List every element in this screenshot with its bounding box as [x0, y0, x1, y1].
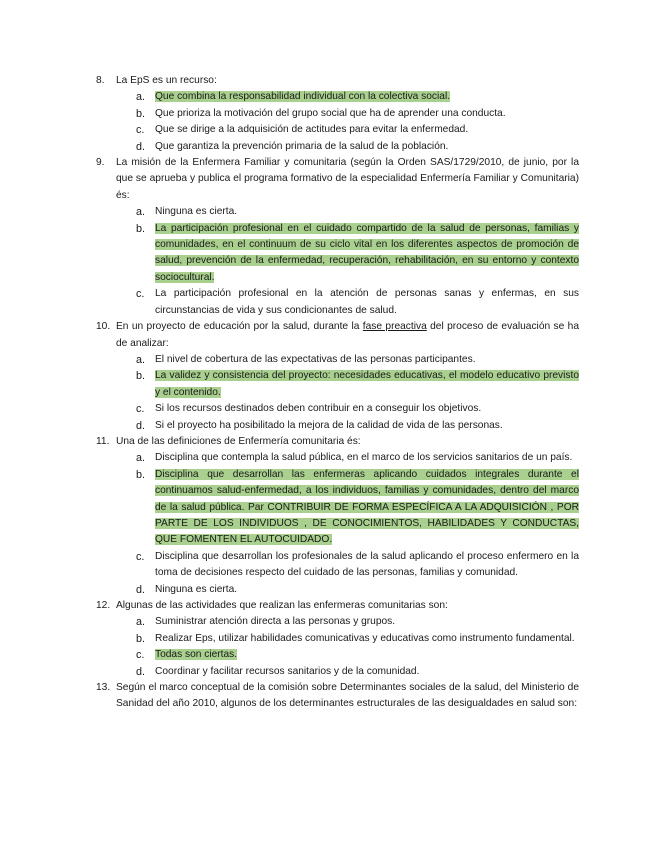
option-letter: b. [136, 468, 146, 481]
question-8 [96, 73, 579, 155]
option-text: La participación profesional en la atención de personas sanas y enfermas, en sus circunstancias de vida y sus condicionantes de salud. [155, 288, 579, 316]
answer-options [116, 450, 579, 598]
option-letter: b. [136, 107, 146, 120]
option-text: Que garantiza la prevención primaria de la salud de la población. [155, 140, 449, 152]
option-text: Ninguna es cierta. [155, 206, 238, 218]
question-text: La misión de la Enfermera Familiar y comunitaria (según la Orden SAS/1729/2010, de junio, por la que se aprueba y publica el programa formativo de la especialidad Enfermería Familiar y Comunitaria) és: [116, 157, 579, 201]
question-text: Algunas de las actividades que realizan las enfermeras comunitarias son: [116, 600, 448, 611]
answer-option [116, 122, 579, 138]
option-letter: b. [136, 370, 146, 383]
question-13 [96, 680, 579, 713]
answer-option [116, 286, 579, 319]
answer-option [116, 106, 579, 122]
option-letter: d. [136, 419, 146, 432]
question-number: 12. [96, 600, 111, 611]
option-letter: d. [136, 140, 146, 153]
answer-option [116, 664, 579, 680]
option-letter: c. [136, 288, 145, 301]
option-letter: a. [136, 91, 146, 104]
option-letter: b. [136, 632, 146, 645]
answer-options [116, 614, 579, 680]
highlighted-answer-text: La participación profesional en el cuidado compartido de la salud de personas, familias y comunidades, en el continuum de su ciclo vital en los diferentes aspectos de promoción de salud, prevención de la enfermedad, recuperación, rehabilitación, en su entorno y contexto sociocultural. [155, 222, 579, 283]
option-text: Disciplina que contempla la salud pública, en el marco de los servicios sanitarios de un país. [155, 452, 573, 464]
option-text: Que prioriza la motivación del grupo social que ha de aprender una conducta. [155, 107, 506, 119]
option-letter: a. [136, 353, 146, 366]
option-letter: a. [136, 206, 146, 219]
option-text: Disciplina que desarrollan los profesionales de la salud aplicando el proceso enfermero en la toma de decisiones respecto del cuidado de las personas, familias y comunidad. [155, 550, 579, 579]
question-text: La EpS es un recurso: [116, 75, 217, 86]
underlined-term: fase preactiva [362, 321, 427, 333]
question-text [116, 319, 579, 352]
question-9 [96, 155, 579, 319]
highlighted-answer-text: Disciplina que desarrollan las enfermeras aplicando cuidados integrales durante el continuamos salud-enfermedad, a los individuos, familias y comunidades, dentro del marco de la salud pública. Par CONTRIBUIR DE FORMA ESPECÍFICA A LA ADQUISICIÓN , POR PARTE DE LOS INDIVIDUOS , DE CONOCIMIENTOS, HABILIDADES Y CONDUCTAS, QUE FOMENTEN EL AUTOCUIDADO. [155, 468, 579, 546]
option-text: Que se dirige a la adquisición de actitudes para evitar la enfermedad. [155, 124, 469, 136]
option-text: Suministrar atención directa a las personas y grupos. [155, 616, 396, 628]
option-letter: d. [136, 665, 146, 678]
answer-options [116, 204, 579, 319]
option-text: Realizar Eps, utilizar habilidades comunicativas y educativas como instrumento fundamental. [155, 632, 575, 644]
answer-option [116, 204, 579, 220]
answer-option [116, 614, 579, 630]
answer-option [116, 467, 579, 549]
answer-option [116, 401, 579, 417]
option-letter: c. [136, 649, 145, 662]
answer-options [116, 89, 579, 155]
option-letter: c. [136, 403, 145, 416]
answer-option [116, 549, 579, 582]
highlighted-answer-text: La validez y consistencia del proyecto: necesidades educativas, el modelo educativo previsto y el contenido. [155, 370, 579, 398]
option-text: Si los recursos destinados deben contribuir en a conseguir los objetivos. [155, 403, 482, 415]
answer-option [116, 139, 579, 155]
question-text: Según el marco conceptual de la comisión sobre Determinantes sociales de la salud, del Ministerio de Sanidad del año 2010, algunos de los determinantes estructurales de las desigualdades en salud son: [116, 682, 579, 710]
option-letter: c. [136, 550, 145, 563]
option-letter: c. [136, 124, 145, 137]
highlighted-answer-text: Que combina la responsabilidad individual con la colectiva social. [155, 91, 451, 103]
question-list [96, 73, 579, 713]
answer-option [116, 631, 579, 647]
question-number: 9. [96, 157, 105, 169]
question-12 [96, 598, 579, 680]
option-text: Coordinar y facilitar recursos sanitarios y de la comunidad. [155, 665, 420, 677]
question-text-part: del proceso de evaluación se ha de analizar: [116, 321, 579, 349]
answer-option [116, 352, 579, 368]
question-11 [96, 434, 579, 598]
option-letter: a. [136, 452, 146, 465]
question-number: 8. [96, 75, 105, 86]
answer-option [116, 89, 579, 105]
question-text: Una de las definiciones de Enfermería comunitaria és: [116, 435, 361, 447]
question-10 [96, 319, 579, 434]
answer-option [116, 582, 579, 598]
option-letter: b. [136, 222, 146, 235]
answer-option [116, 221, 579, 287]
question-text-part: En un proyecto de educación por la salud, durante la [116, 321, 363, 333]
answer-option [116, 647, 579, 663]
option-text: Si el proyecto ha posibilitado la mejora de la calidad de vida de las personas. [155, 419, 503, 431]
answer-option [116, 450, 579, 466]
option-letter: d. [136, 583, 146, 596]
question-number: 11. [96, 435, 110, 447]
option-text: Ninguna es cierta. [155, 583, 238, 595]
option-text: El nivel de cobertura de las expectativas de las personas participantes. [155, 353, 476, 365]
answer-option [116, 418, 579, 434]
question-number: 10. [96, 321, 111, 333]
answer-options [116, 352, 579, 434]
answer-option [116, 368, 579, 401]
highlighted-answer-text: Todas son ciertas. [155, 649, 238, 661]
question-number: 13. [96, 682, 111, 694]
option-letter: a. [136, 616, 146, 629]
